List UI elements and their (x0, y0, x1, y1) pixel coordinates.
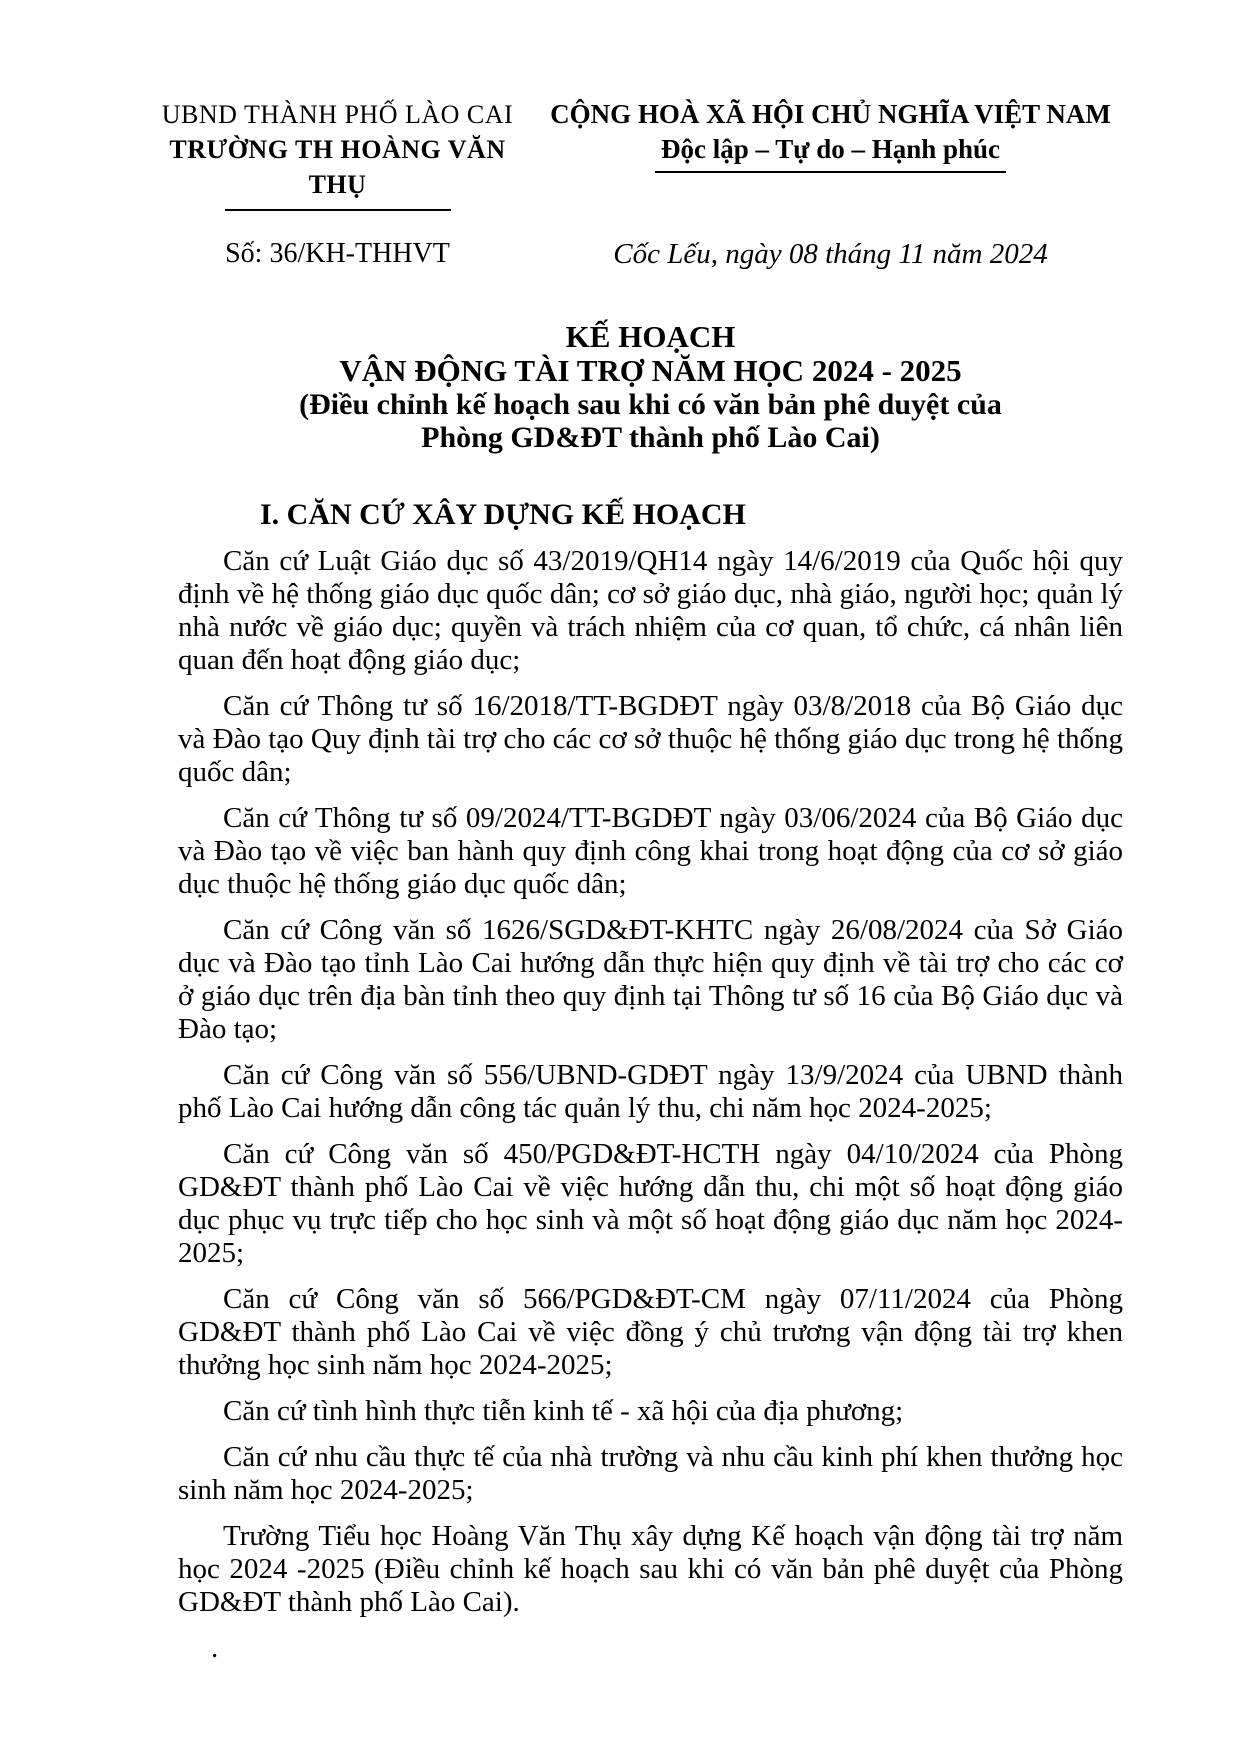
document-subtitle: VẬN ĐỘNG TÀI TRỢ NĂM HỌC 2024 - 2025 (339, 353, 962, 388)
national-title: CỘNG HOÀ XÃ HỘI CHỦ NGHĨA VIỆT NAM (550, 99, 1111, 129)
national-header-block (535, 97, 1126, 211)
body-paragraph: Căn cứ Công văn số 566/PGD&ĐT-CM ngày 07/11/2024 của Phòng GD&ĐT thành phố Lào Cai về việc đồng ý chủ trương vận động tài trợ khen thưởng học sinh năm học 2024-2025; (178, 1283, 1123, 1381)
national-motto: Độc lập – Tự do – Hạnh phúc (655, 132, 1006, 173)
org-header-rule (225, 209, 451, 211)
place-and-date: Cốc Lếu, ngày 08 tháng 11 năm 2024 (613, 238, 1048, 270)
document-header (0, 0, 1241, 211)
body-paragraph: Căn cứ Công văn số 450/PGD&ĐT-HCTH ngày 04/10/2024 của Phòng GD&ĐT thành phố Lào Cai về việc hướng dẫn thu, chi một số hoạt động giáo dục phục vụ trực tiếp cho học sinh và một số hoạt động giáo dục năm học 2024-2025; (178, 1138, 1123, 1269)
trailing-period-mark: . (211, 1632, 219, 1664)
school-name: TRƯỜNG TH HOÀNG VĂN THỤ (169, 135, 506, 199)
body-paragraph: Căn cứ Công văn số 1626/SGD&ĐT-KHTC ngày 26/08/2024 của Sở Giáo dục và Đào tạo tỉnh Lào Cai hướng dẫn thực hiện quy định về tài trợ cho các cơ ở giáo dục trên địa bàn tỉnh theo quy định tại Thông tư số 16 của Bộ Giáo dục và Đào tạo; (178, 914, 1123, 1045)
body-paragraph: Căn cứ Luật Giáo dục số 43/2019/QH14 ngày 14/6/2019 của Quốc hội quy định về hệ thống giáo dục quốc dân; cơ sở giáo dục, nhà giáo, người học; quản lý nhà nước về giáo dục; quyền và trách nhiệm của cơ quan, tổ chức, cá nhân liên quan đến hoạt động giáo dục; (178, 545, 1123, 676)
document-title-block (0, 320, 1241, 454)
document-meta-row (0, 211, 1241, 271)
body-paragraph: Căn cứ Thông tư số 09/2024/TT-BGDĐT ngày 03/06/2024 của Bộ Giáo dục và Đào tạo về việc ban hành quy định công khai trong hoạt động của cơ sở giáo dục thuộc hệ thống giáo dục quốc dân; (178, 802, 1123, 900)
body-paragraph: Căn cứ Công văn số 556/UBND-GDĐT ngày 13/9/2024 của UBND thành phố Lào Cai hướng dẫn công tác quản lý thu, chi năm học 2024-2025; (178, 1059, 1123, 1124)
document-number: Số: 36/KH-THHVT (225, 238, 450, 269)
document-title-note-line2: Phòng GD&ĐT thành phố Lào Cai) (421, 421, 880, 454)
body-paragraph: Căn cứ Thông tư số 16/2018/TT-BGDĐT ngày 03/8/2018 của Bộ Giáo dục và Đào tạo Quy định tài trợ cho các cơ sở thuộc hệ thống giáo dục trong hệ thống quốc dân; (178, 690, 1123, 788)
document-body (178, 498, 1123, 1665)
section-heading: I. CĂN CỨ XÂY DỰNG KẾ HOẠCH (260, 498, 746, 531)
document-title-note-line1: (Điều chỉnh kế hoạch sau khi có văn bản phê duyệt của (299, 388, 1002, 421)
issuing-org-block (140, 97, 535, 211)
body-paragraph: Căn cứ tình hình thực tiễn kinh tế - xã hội của địa phương; (223, 1395, 904, 1427)
body-paragraph: Trường Tiểu học Hoàng Văn Thụ xây dựng Kế hoạch vận động tài trợ năm học 2024 -2025 (Điều chỉnh kế hoạch sau khi có văn bản phê duyệt của Phòng GD&ĐT thành phố Lào Cai). (178, 1520, 1123, 1618)
parent-org-name: UBND THÀNH PHỐ LÀO CAI (161, 100, 514, 129)
document-title: KẾ HOẠCH (565, 319, 736, 354)
body-paragraph: Căn cứ nhu cầu thực tế của nhà trường và nhu cầu kinh phí khen thưởng học sinh năm học 2024-2025; (178, 1441, 1123, 1506)
